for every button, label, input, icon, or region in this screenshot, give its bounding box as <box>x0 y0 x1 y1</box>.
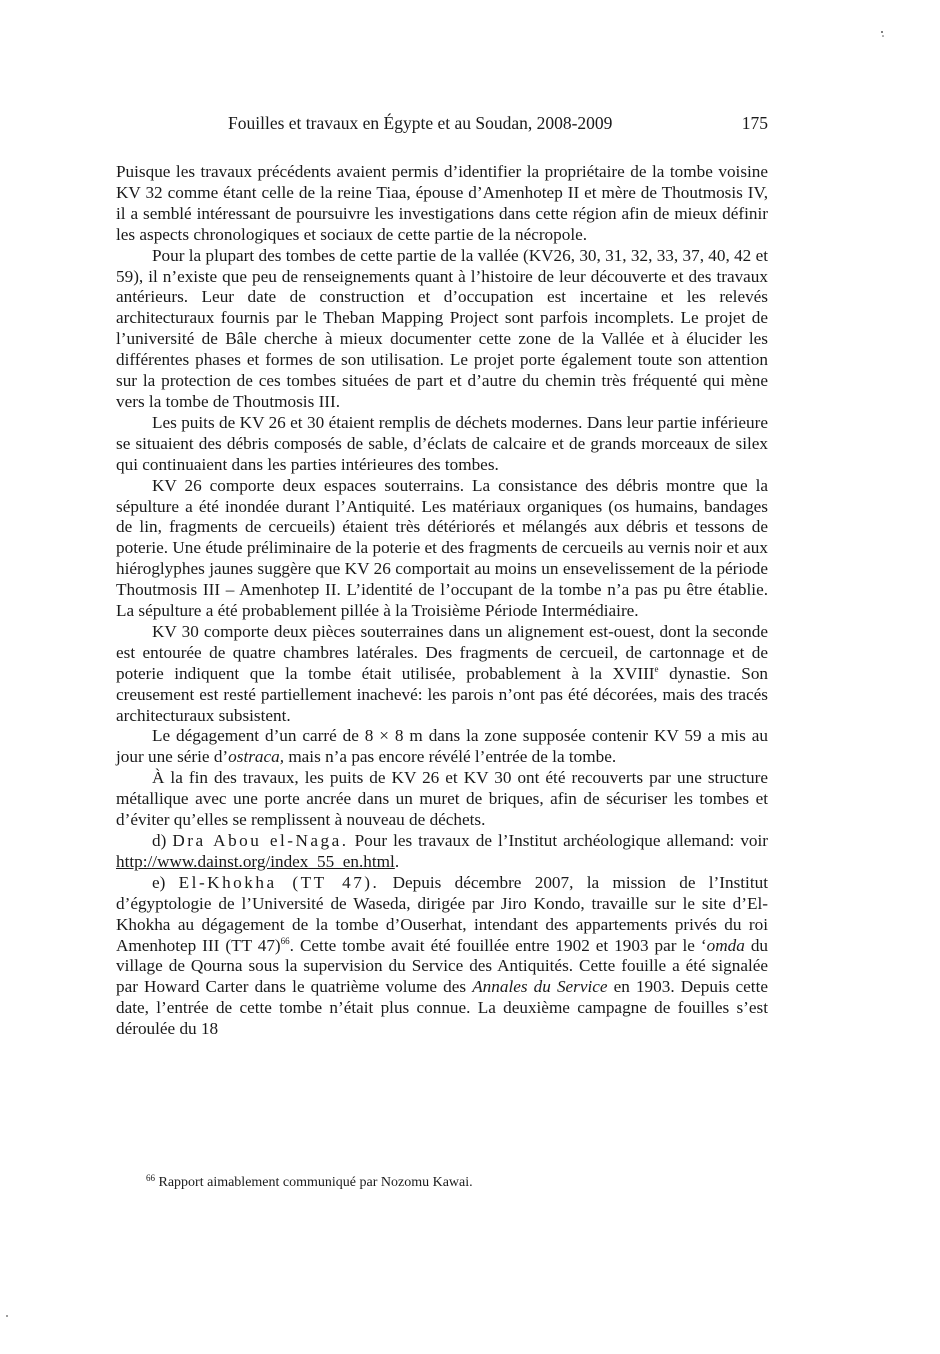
khokha-text-1: Depuis décembre 2007, la mission de l’Institut d’égyptologie de l’Université de Waseda, dirigée par Jiro Kondo, travaille sur le site d’El-Khokha au dégagement de la tombe d’Ouserhat, intendant des appartements privés du roi Amenhotep III (TT 47) <box>116 872 768 955</box>
dra-end: . <box>394 851 400 871</box>
item-d-prefix: d) <box>152 831 173 850</box>
omda-term: omda <box>706 935 745 955</box>
scan-speck <box>881 31 883 33</box>
paragraph-puits: Les puits de KV 26 et 30 étaient remplis de déchets modernes. Dans leur partie inférieure se situaient des débris composés de sable, d’éclats de calcaire et de grands morceaux de silex qui continuaient dans les parties intérieures des tombes. <box>116 412 768 474</box>
site-name-dra-abou-el-naga: Dra Abou el-Naga. <box>172 831 349 850</box>
kv30-text-b: dynastie. Son creusement est resté partiellement inachevé: les parois n’ont pas été décorées, mais des tracés architecturaux subsistent. <box>116 663 769 725</box>
body-text <box>116 162 768 1040</box>
running-header <box>116 113 768 137</box>
dainst-link[interactable]: http://www.dainst.org/index_55_en.html <box>116 851 395 871</box>
ostraca-term: ostraca, <box>228 747 285 767</box>
scan-speck <box>882 35 884 37</box>
paragraph-kv26: KV 26 comporte deux espaces souterrains. La consistance des débris montre que la sépulture a été inondée durant l’Antiquité. Les matériaux organiques (os humains, bandages de lin, fragments de cercueils) étaient très détériorés et mélangés aux débris et tessons de poterie. Une étude préliminaire de la poterie et des fragments de cercueils au vernis noir et aux hiéroglyphes jaunes suggère que KV 26 comportait au moins un ensevelissement de la période Thoutmosis III – Amenhotep II. L’identité de l’occupant de la tombe n’a pas pu être établie. La sépulture a été probablement pillée à la Troisième Période Intermédiaire. <box>116 475 768 621</box>
paragraph-kv30 <box>116 622 768 727</box>
scan-speck <box>6 1315 8 1317</box>
annales-title: Annales du Service <box>472 977 608 997</box>
khokha-text-2: . Cette tombe avait été fouillée entre 1902 et 1903 par le ‘ <box>289 935 707 955</box>
paragraph-tiaa: Puisque les travaux précédents avaient permis d’identifier la propriétaire de la tombe voisine KV 32 comme étant celle de la reine Tiaa, épouse d’Amenhotep II et mère de Thoutmosis IV, il a semblé intéressant de poursuivre les investigations dans cette région afin de mieux définir les aspects chronologiques et sociaux de cette partie de la nécropole. <box>116 162 768 244</box>
paragraph-tombes-vallee: Pour la plupart des tombes de cette partie de la vallée (KV26, 30, 31, 32, 33, 37, 40, 42 et 59), il n’existe que peu de renseignements quant à l’histoire de leur découverte et des travaux antérieurs. Leur date de construction et d’occupation est incertaine et les relevés architecturaux fournis par le Theban Mapping Project sont parfois incomplets. Le projet de l’université de Bâle cherche à mieux documenter cette zone de la Vallée et à élucider les différentes phases et formes de son utilisation. Le projet porte également toute son attention sur la protection de ces tombes situées de part et d’autre du chemin très fréquenté qui mène vers la tombe de Thoutmosis III. <box>116 245 768 411</box>
kv59-text-a: Le dégagement d’un carré de 8 × 8 m dans la zone supposée contenir KV 59 a mis au jour une série d’ <box>116 726 768 767</box>
paragraph-fin-travaux: À la fin des travaux, les puits de KV 26 et KV 30 ont été recouverts par une structure métallique avec une porte ancrée dans un muret de briques, afin de sécuriser les tombes et d’éviter qu’elles se remplissent à nouveau de déchets. <box>116 768 768 830</box>
kv59-text-b: mais n’a pas encore révélé l’entrée de la tombe. <box>284 747 617 767</box>
footnote-66 <box>146 1169 766 1192</box>
paragraph-dra-abou-el-naga <box>116 831 768 873</box>
dynasty-superscript: e <box>654 663 659 674</box>
paragraph-el-khokha <box>116 873 768 1040</box>
paragraph-kv59 <box>116 726 768 768</box>
khokha-text-4: en 1903. Depuis cette date, l’entrée de cette tombe n’était plus connue. La deuxième campagne de fouilles s’est déroulée du 18 <box>116 977 768 1039</box>
item-e-prefix: e) <box>152 872 179 892</box>
footnote-number: 66 <box>146 1173 155 1183</box>
footnote-ref-66[interactable]: 66 <box>280 935 290 946</box>
page-number: 175 <box>741 113 768 133</box>
site-name-el-khokha: El-Khokha (TT 47). <box>178 872 380 892</box>
dra-text: Pour les travaux de l’Institut archéologique allemand: voir <box>348 831 769 850</box>
kv30-text-a: KV 30 comporte deux pièces souterraines dans un alignement est-ouest, dont la seconde est entourée de quatre chambres latérales. Des fragments de cercueil, de cartonnage et de poterie indiquent que la tombe était utilisée, probablement à la XVIII <box>116 621 768 683</box>
footnote-text: Rapport aimablement communiqué par Nozomu Kawai. <box>155 1175 473 1190</box>
khokha-text-3: du village de Qourna sous la supervision du Service des Antiquités. Cette fouille a été signalée par Howard Carter dans le quatrième volume des <box>116 935 769 997</box>
running-title: Fouilles et travaux en Égypte et au Soudan, 2008-2009 <box>228 113 613 133</box>
